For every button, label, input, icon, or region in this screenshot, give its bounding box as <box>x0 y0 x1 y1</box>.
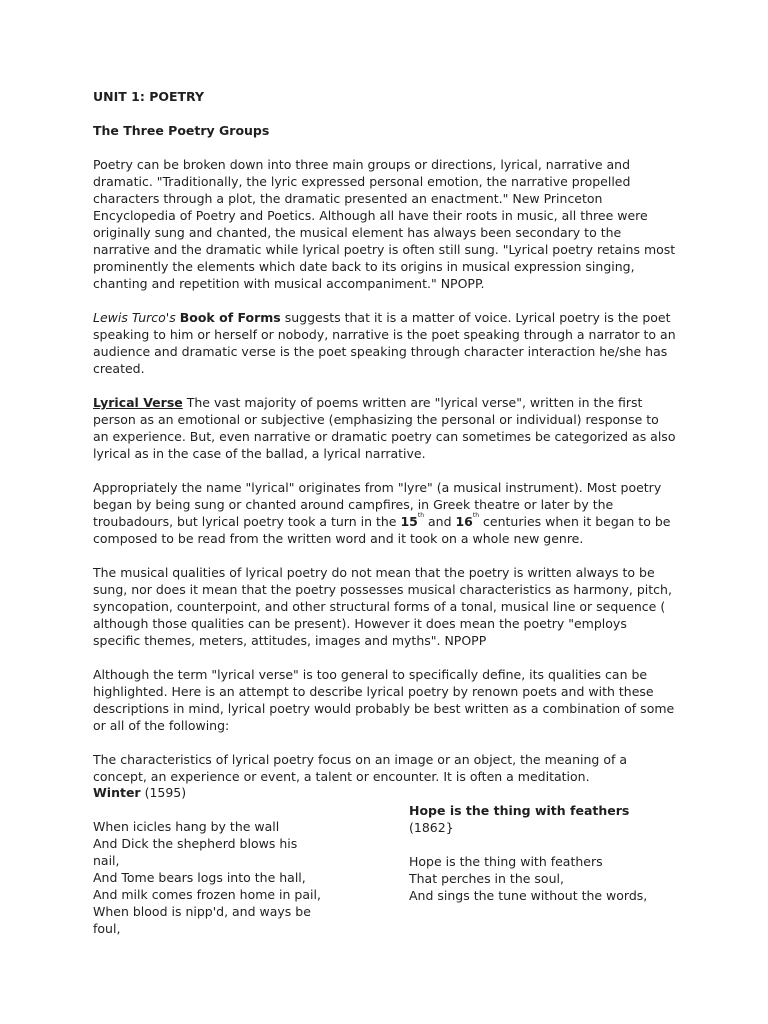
paragraph-turco <box>93 309 678 377</box>
century-15-suffix: th <box>417 512 425 519</box>
paragraph-lyrical-verse-text: The vast majority of poems written are "lyrical verse", written in the first person as an emotional or subjective (emphasizing the personal or individual) response to an experience. But, even narrative or dramatic poetry can sometimes be categorized as also lyrical as in the case of the ballad, a lyrical narrative. <box>93 395 676 461</box>
poem-hope <box>409 802 669 904</box>
unit-heading: UNIT 1: POETRY <box>93 89 205 104</box>
poem-winter <box>93 784 323 937</box>
poem-hope-title <box>409 802 669 836</box>
poem-winter-year: (1595) <box>140 785 187 800</box>
poem-line: And Tome bears logs into the hall, <box>93 870 306 885</box>
term-lyrical-verse: Lyrical Verse <box>93 395 183 410</box>
paragraph-intro: Poetry can be broken down into three main groups or directions, lyrical, narrative and dramatic. "Traditionally, the lyric expressed personal emotion, the narrative propelled characters through a plot, the dramatic presented an enactment." New Princeton Encyclopedia of Poetry and Poetics. Although all have their roots in music, all three were originally sung and chanted, the musical element has always been secondary to the narrative and the dramatic while lyrical poetry is often still sung. "Lyrical poetry retains most prominently the elements which date back to its origins in musical expression singing, chanting and repetition with musical accompaniment." NPOPP. <box>93 157 676 291</box>
poem-line: foul, <box>93 921 121 936</box>
poem-hope-name: Hope is the thing with feathers <box>409 803 630 818</box>
poem-hope-lines <box>409 853 669 904</box>
paragraph-lyre-and: and <box>424 514 456 529</box>
paragraph-lyrical-verse <box>93 394 678 462</box>
poem-hope-year: (1862} <box>409 820 454 835</box>
paragraph-turco-text: suggests that it is a matter of voice. Lyrical poetry is the poet speaking to him or herself or nobody, narrative is the poet speaking through a narrator to an audience and dramatic verse is the poet speaking through character interaction he/she has created. <box>93 310 676 376</box>
poem-line: And sings the tune without the words, <box>409 888 648 903</box>
paragraph-lyre-text-b: centuries when it began to be composed to be read from the written word and it took on a whole new genre. <box>93 514 671 546</box>
century-16-suffix: th <box>472 512 480 519</box>
poem-winter-name: Winter <box>93 785 141 800</box>
book-title: Book of Forms <box>179 310 281 325</box>
document-body <box>93 88 678 785</box>
paragraph-lyre <box>93 479 678 547</box>
paragraph-lyre-text-a: Appropriately the name "lyrical" originates from "lyre" (a musical instrument). Most poetry began by being sung or chanted around campfires, in Greek theatre or later by the troubadours, but lyrical poetry took a turn in the <box>93 480 662 529</box>
poem-winter-title <box>93 784 323 801</box>
author-name: Lewis Turco's <box>93 310 176 325</box>
paragraph-musical-qualities: The musical qualities of lyrical poetry do not mean that the poetry is written always to be sung, nor does it mean that the poetry possesses musical characteristics as harmony, pitch, syncopation, counterpoint, and other structural forms of a tonal, musical line or sequence ( although those qualities can be present). However it does mean the poetry "employs specific themes, meters, attitudes, images and myths". NPOPP <box>93 565 672 648</box>
poem-winter-lines <box>93 818 323 937</box>
century-16: 16 <box>455 514 473 529</box>
poem-line: And Dick the shepherd blows his nail, <box>93 836 298 868</box>
poem-line: When icicles hang by the wall <box>93 819 280 834</box>
section-heading: The Three Poetry Groups <box>93 123 270 138</box>
poem-line: And milk comes frozen home in pail, <box>93 887 321 902</box>
poem-line: When blood is nipp'd, and ways be <box>93 904 311 919</box>
paragraph-definition: Although the term "lyrical verse" is too general to specifically define, its qualities can be highlighted. Here is an attempt to describe lyrical poetry by renown poets and with these descriptions in mind, lyrical poetry would probably be best written as a combination of some or all of the following: <box>93 667 675 733</box>
poem-line: Hope is the thing with feathers <box>409 854 603 869</box>
poem-line: That perches in the soul, <box>409 871 564 886</box>
paragraph-characteristics: The characteristics of lyrical poetry focus on an image or an object, the meaning of a concept, an experience or event, a talent or encounter. It is often a meditation. <box>93 752 628 784</box>
century-15: 15 <box>400 514 418 529</box>
